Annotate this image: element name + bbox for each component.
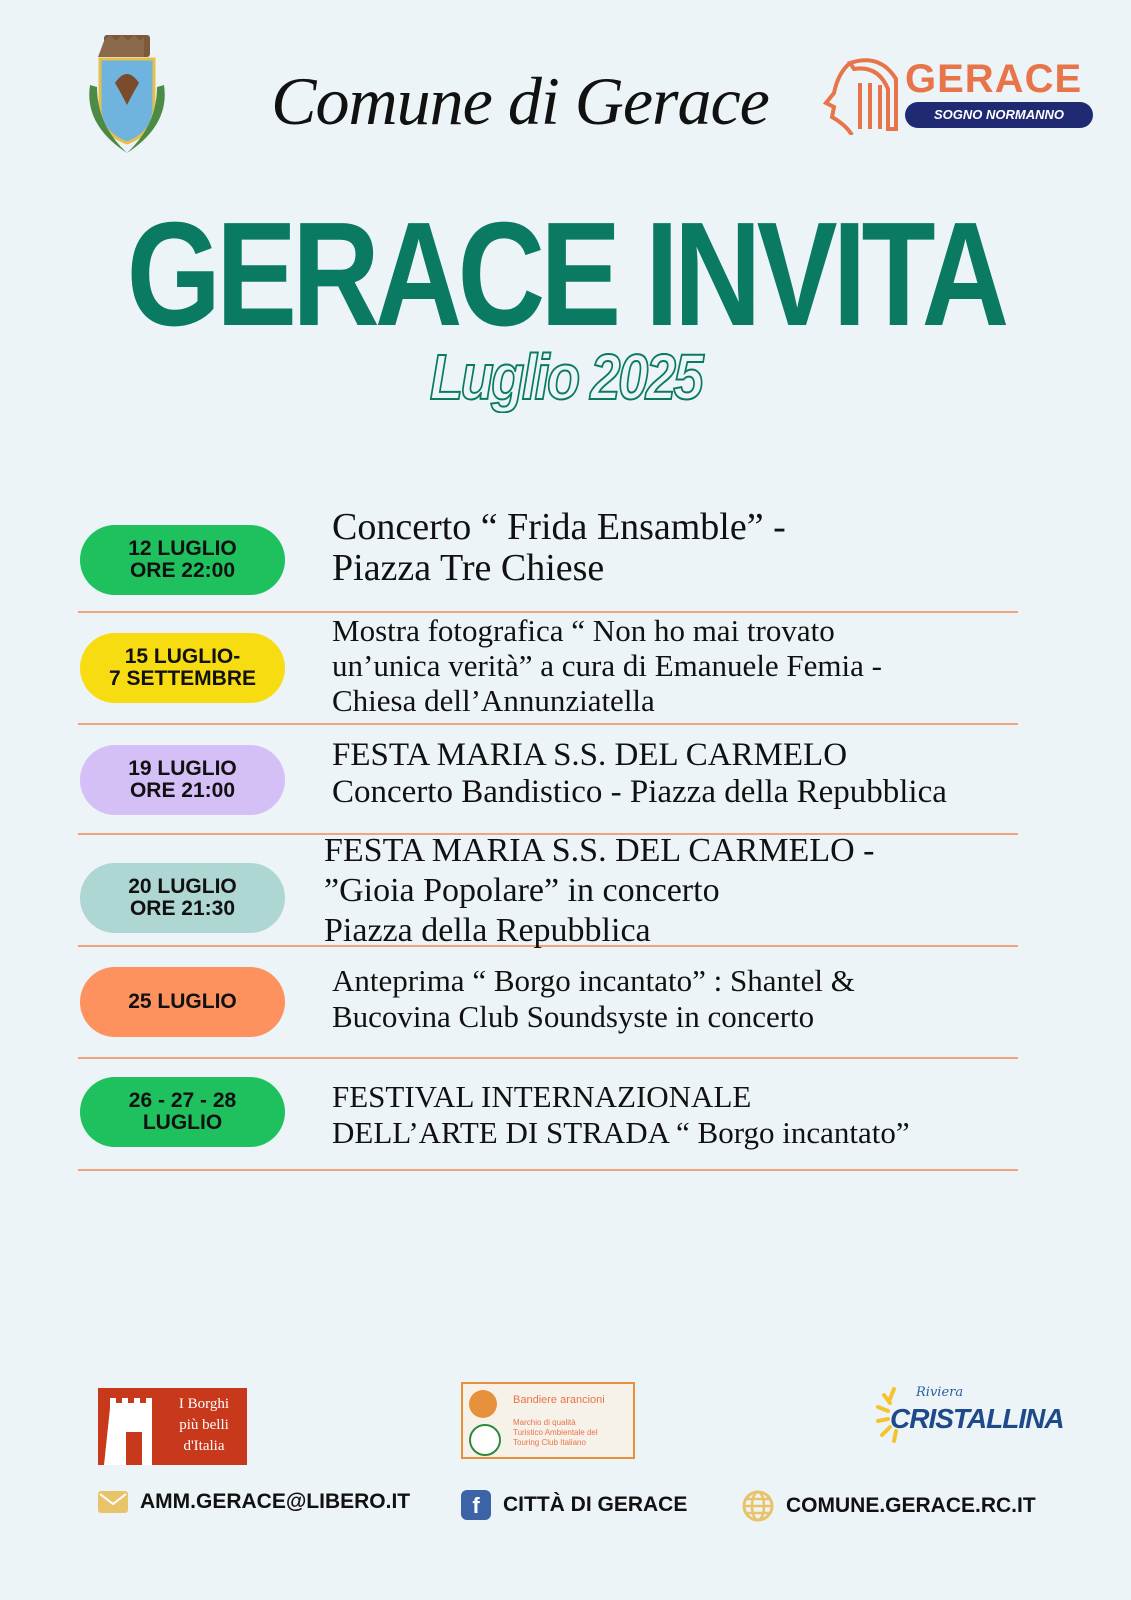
bandiere-text: Touring Club Italiano [513,1438,586,1447]
borghi-text: più belli [179,1417,229,1433]
event-row [78,832,1018,949]
event-description-line: Chiesa dell’Annunziatella [332,683,655,718]
bandiere-title: Bandiere arancioni [513,1394,605,1406]
event-description-line: Anteprima “ Borgo incantato” : Shantel & [332,963,855,998]
brand-name: GERACE [905,57,1083,101]
gerace-brand-logo [820,55,1100,135]
event-date-line: 25 LUGLIO [128,990,237,1013]
event-date-badge [80,863,285,933]
event-row [78,947,1018,1059]
facebook-contact[interactable] [461,1490,687,1520]
event-description-line: Piazza della Repubblica [324,912,651,949]
event-date-badge [80,967,285,1037]
facebook-page-name[interactable]: CITTÀ DI GERACE [503,1493,688,1516]
event-row [78,505,1018,613]
cristallina-name: CRISTALLINA [890,1403,1064,1434]
globe-icon [742,1490,774,1522]
event-description [332,1079,910,1151]
bandiere-text: Marchio di qualità [513,1418,576,1427]
envelope-icon [98,1491,128,1513]
facebook-icon: f [461,1490,491,1520]
event-date-line: LUGLIO [142,1111,223,1134]
event-date-line: 20 LUGLIO [128,875,237,898]
website-contact[interactable] [742,1490,1036,1522]
event-date-badge [80,745,285,815]
event-date-badge [80,525,285,595]
poster-subtitle: Luglio 2025 [429,341,702,413]
event-description-line: FESTIVAL INTERNAZIONALE [332,1079,752,1114]
event-row [78,725,1018,835]
touring-club-icon [469,1424,501,1456]
event-description-line: Concerto “ Frida Ensamble” - [332,506,786,548]
bandiere-text: Turistico Ambientale del [513,1428,598,1437]
event-date-line: 7 SETTEMBRE [108,667,257,690]
borghi-text: d'Italia [183,1438,225,1454]
event-date-line: ORE 22:00 [129,559,236,582]
event-description [332,963,855,1035]
event-description-line: un’unica verità” a cura di Emanuele Femia - [332,648,882,683]
event-description-line: Piazza Tre Chiese [332,547,605,589]
town-crest-logo [80,35,174,160]
event-date-line: 15 LUGLIO- [124,645,241,668]
bandiere-arancioni-logo [461,1382,635,1459]
event-date-badge [80,633,285,703]
event-date-line: 19 LUGLIO [128,757,237,780]
cristallina-script: Riviera [916,1385,964,1400]
event-description [332,737,947,811]
borghi-text: I Borghi [178,1396,230,1412]
castle-icon [104,1388,164,1465]
event-date-line: 12 LUGLIO [128,537,237,560]
email-contact[interactable] [98,1490,410,1514]
brand-tagline: SOGNO NORMANNO [905,102,1093,128]
event-description-line: FESTA MARIA S.S. DEL CARMELO - [324,832,875,869]
event-description-line: FESTA MARIA S.S. DEL CARMELO [332,737,848,773]
event-date-line: 26 - 27 - 28 [128,1089,237,1112]
event-description [332,507,786,589]
event-description-line: ”Gioia Popolare” in concerto [324,872,720,909]
event-description [332,613,882,718]
email-address[interactable]: AMM.GERACE@LIBERO.IT [140,1490,411,1513]
event-description-line: Mostra fotografica “ Non ho mai trovato [332,613,835,648]
orange-flag-icon [469,1390,497,1418]
municipality-title: Comune di Gerace [271,63,769,139]
event-description-line: DELL’ARTE DI STRADA “ Borgo incantato” [332,1115,910,1150]
event-row [78,613,1018,725]
borghi-piu-belli-logo [98,1388,247,1465]
event-description [324,831,874,951]
poster-title: GERACE INVITA [126,192,1005,357]
event-description-line: Bucovina Club Soundsyste in concerto [332,999,815,1034]
website-url[interactable]: COMUNE.GERACE.RC.IT [786,1494,1036,1517]
event-row [78,1059,1018,1171]
norman-profile-icon [820,55,900,135]
riviera-cristallina-logo [876,1385,1064,1455]
event-date-line: ORE 21:30 [129,897,236,920]
event-description-line: Concerto Bandistico - Piazza della Repubblica [332,774,947,810]
event-date-badge [80,1077,285,1147]
event-date-line: ORE 21:00 [129,779,236,802]
